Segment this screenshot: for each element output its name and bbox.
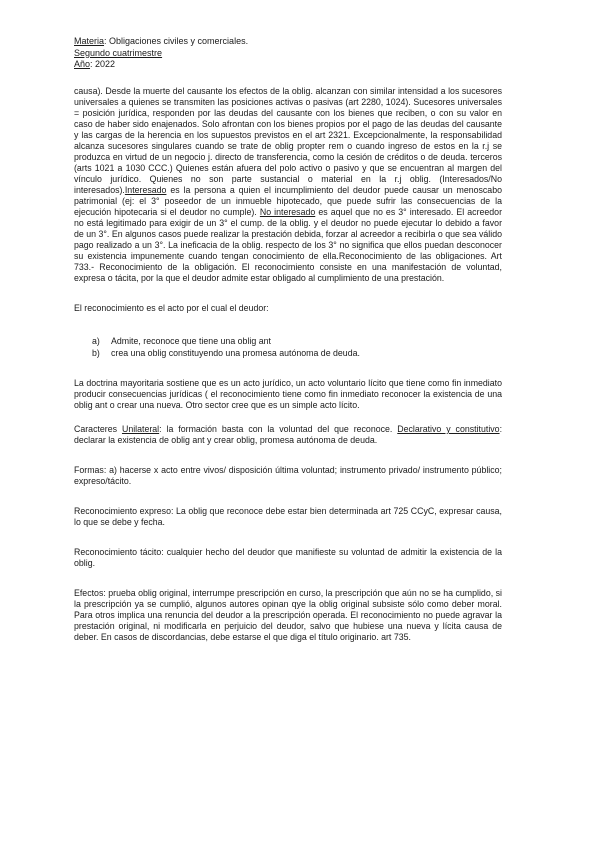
year-label: Año bbox=[74, 59, 91, 69]
recognition-list bbox=[74, 336, 502, 359]
p4-text-c: : declarar la existencia de oblig ant y crear oblig, promesa autónoma de deuda. bbox=[74, 424, 503, 445]
subject-line bbox=[74, 36, 248, 48]
list-item bbox=[92, 336, 502, 348]
subject-label: Materia bbox=[74, 36, 105, 46]
list-marker: a) bbox=[92, 336, 100, 346]
paragraph-forms: Formas: a) hacerse x acto entre vivos/ disposición última voluntad; instrumento privado/ instrumento público; expreso/tácito. bbox=[74, 465, 502, 486]
p1-text-b: es la persona a quien el incumplimiento del deudor puede causar un menoscabo patrimonial (ej: el 3° poseedor de un inmueble hipotecado, que puede sufrir las consecuencias de la ejecución hipotecaria si el deudor no cumple). bbox=[74, 185, 502, 217]
p4-text-a: Caracteres bbox=[74, 424, 122, 434]
term-unilateral: Unilateral bbox=[121, 424, 160, 434]
paragraph-express-recognition: Reconocimiento expreso: La oblig que reconoce debe estar bien determinada art 725 CCyC, expresar causa, lo que se debe y fecha. bbox=[74, 506, 502, 527]
document-body bbox=[74, 86, 502, 643]
list-item-text: crea una oblig constituyendo una promesa autónoma de deuda. bbox=[111, 347, 360, 358]
year-line bbox=[74, 59, 248, 71]
p1-text-a: causa). Desde la muerte del causante los efectos de la oblig. alcanzan con similar intensidad a los sucesores universales a quienes se transmiten las posiciones activas o pasivas (art 2280, 1024). Sucesores universales = posición jurídica, responden por las deudas del causante con los bienes que reciben, o con su valor en caso de haber sido enajenados. Solo afrontan con los bienes propios por el pago de las deudas del causante y las cargas de la herencia en los supuestos previstos en el art 2321. Excepcionalmente, la responsabilidad alcanza sucesores singulares cuando se trate de oblig propter rem o cuando ingreso de estos en la r.j se produzca en virtud de un negocio j. directo de transferencia, como la cesión de créditos o de deuda. terceros (arts 1021 a 1030 CCC.) Quienes están afuera del polo activo o pasivo y que se encuentran al margen del vínculo jurídico. Quienes no son parte sustancial o material en la r.j oblig. (Interesados/No interesados). bbox=[74, 86, 502, 195]
paragraph-succession-third-parties bbox=[74, 86, 502, 284]
term-no-interesado: No interesado bbox=[259, 207, 316, 217]
p4-text-b: : la formación basta con la voluntad del que reconoce. bbox=[159, 424, 398, 434]
term-declarativo: Declarativo y constitutivo bbox=[397, 424, 500, 434]
paragraph-effects: Efectos: prueba oblig original, interrumpe prescripción en curso, la prescripción que aún no se ha cumplido, si la prescripción ya se cumplió, algunos autores opinan qye la oblig original subsiste sólo como deber moral. Para otros implica una renuncia del deudor a la prescripción operada. El reconocimiento no puede agravar la prestación original, ni modificarla en perjuicio del deudor, salvo que hubiese una nueva y lícita causa de deber. En casos de discordancias, debe estarse el que diga el título originario. art 735. bbox=[74, 588, 502, 642]
list-item-text: Admite, reconoce que tiene una oblig ant bbox=[111, 336, 271, 346]
list-item bbox=[92, 348, 502, 360]
period-line: Segundo cuatrimestre bbox=[74, 47, 163, 58]
paragraph-doctrine: La doctrina mayoritaria sostiene que es un acto jurídico, un acto voluntario lícito que tiene como fin inmediato producir consecuencias jurídicas ( el reconocimiento tiene como fin inmediato reconocer la existencia de una oblig ant o crear una nueva. Otro sector cree que es un simple acto lícito. bbox=[74, 378, 502, 410]
p1-text-c: es aquel que no es 3° interesado. El acreedor no está legitimado para exigir de un 3° el cump. de la oblig. y el deudor no puede ejecutar lo debido a favor de un 3°. En algunos casos puede realizar la prestación debida, forzar al acreedor a recibirla o que sea válido pago realizado a un 3°. La ineficacia de la oblig. respecto de los 3° no significa que ellos puedan desconocer su existencia impunemente cuando tengan conocimiento de ella.Reconocimiento de las obligaciones. Art 733.- Reconocimiento de la obligación. El reconocimiento consiste en una manifestación de voluntad, expresa o tácita, por la que el deudor admite estar obligado al cumplimiento de una prestación. bbox=[74, 207, 502, 283]
paragraph-recognition-intro: El reconocimiento es el acto por el cual el deudor: bbox=[74, 303, 269, 313]
document-header bbox=[74, 36, 248, 71]
year-value: : 2022 bbox=[90, 59, 116, 69]
paragraph-tacit-recognition: Reconocimiento tácito: cualquier hecho del deudor que manifieste su voluntad de admitir la existencia de la oblig. bbox=[74, 547, 502, 568]
term-interesado: Interesado bbox=[124, 185, 167, 195]
subject-value: : Obligaciones civiles y comerciales. bbox=[104, 36, 249, 46]
paragraph-characters bbox=[74, 424, 502, 446]
list-marker: b) bbox=[92, 347, 100, 358]
